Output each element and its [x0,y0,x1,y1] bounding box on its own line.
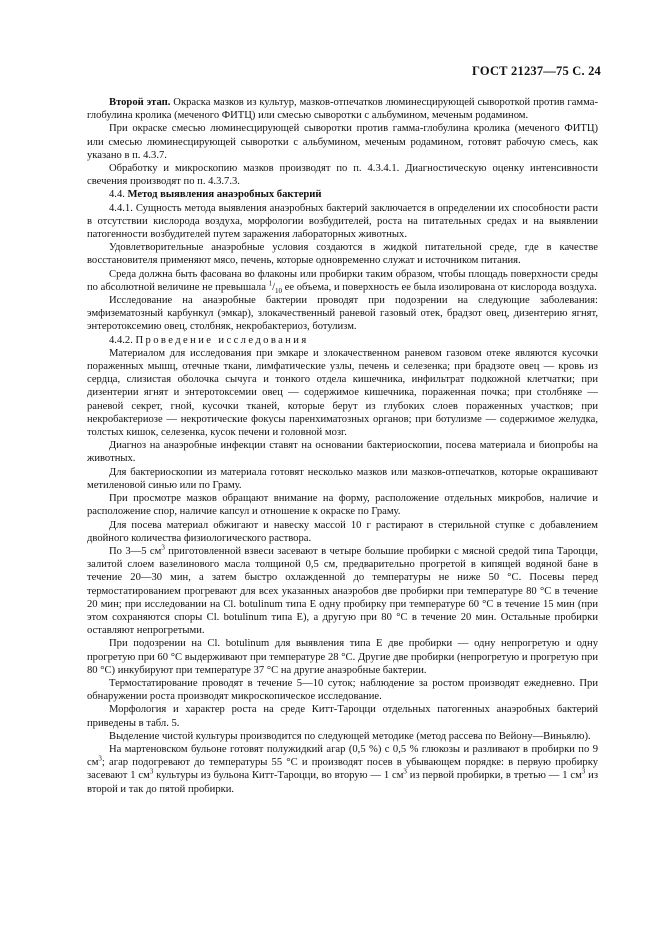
fraction-denominator: 10 [275,286,283,295]
agar-text-1: На мартеновском бульоне готовят полужидкий агар (0,5 %) с 0,5 % глюкозы и разливают в пробирки по 9 см [87,743,598,769]
paragraph-diagnosis: Диагноз на анаэробные инфекции ставят на основании бактериоскопии, посева материала и биопробы на животных. [87,440,598,465]
fraction-separator: / [272,281,276,293]
medium-text-after: ее объема, и поверхность ее была изолирована от кислорода воздуха. [282,281,597,293]
paragraph-diseases-list: Исследование на анаэробные бактерии проводят при подозрении на следующие заболевания: эмфизематозный карбункул (эмкар), злокачественный раневой газовый отек, брадзот овец, дизентерию ягнят, энтеротоксемию овец, столбняк, некробактериоз, ботулизм. [87,295,598,333]
paragraph-staining-mix: При окраске смесью люминесцирующей сыворотки против гамма-глобулина кролика (меченого ФИТЦ) или смесью люминесцирующей сыворотки с альбумином, меченым родамином, готовят рабочую смесь, как указано в п. 4.3.7. [87,123,598,161]
paragraph-4-4-1: 4.4.1. Сущность метода выявления анаэробных бактерий заключается в определении их способности расти в отсутствии кислорода воздуха, морфологии возбудителей, роста на питательных средах и на выявлении патогенности возбудителей путем заражения лабораторных животных. [87,202,598,241]
cubic-sup: 3 [161,543,165,552]
second-stage-lead: Второй этап. [109,97,171,108]
agar-text-5: из второй и так до пятой пробирки. [87,770,599,795]
section-4-4-2-heading [87,334,598,347]
paragraph-medium-packaging [87,268,598,294]
agar-text-2: ; агар подогревают до температуры 55 °С и производят посев в убывающем порядке: в первую пробирку засевают 1 см [87,757,598,782]
section-4-4-2-number: 4.4.2. [109,334,136,346]
agar-sup-2: 3 [149,767,154,776]
agar-sup-3: 3 [403,767,407,776]
paragraph-agar-dilution [87,743,598,796]
agar-text-4: из первой пробирки, в третью — 1 см [406,770,582,782]
paragraph-microscopy: Обработку и микроскопию мазков производят по п. 4.3.4.1. Диагностическую оценку интенсивности свечения производят по п. 4.3.7.3. [87,163,598,188]
paragraph-bacterioscopy: Для бактериоскопии из материала готовят несколько мазков или мазков-отпечатков, которые окрашивают метиленовой синью или по Граму. [87,466,598,491]
tarozzi-text-after: приготовленной взвеси засевают в четыре большие пробирки с мясной средой типа Тароцци, залитой слоем вазелинового масла толщиной 0,5 см, предварительно прогретой в кипящей водяной бане в течение 20—30 мин, а затем быстро охлажденной до температуры не ниже 50 °С. Посевы перед термостатированием прогревают для всех указанных анаэробов две пробирки при температуре 80 °С в течение 20 мин; при исследовании на Cl. botulinum типа Е одну пробирку при температуре 60 °С в течение 15 мин (при этом сохраняются споры Cl. botulinum типа Е), а другую при 80 °С в течение 20 мин. Остальные пробирки оставляют непрогретыми. [87,545,598,637]
agar-sup-4: 3 [581,767,586,776]
section-4-4-heading [87,188,598,201]
agar-sup-1: 3 [98,754,102,763]
page-body [87,96,598,796]
paragraph-smear-review: При просмотре мазков обращают внимание на форму, расположение отдельных микробов, наличие и расположение спор, наличие капсул и отношение к окраске по Граму. [87,493,598,518]
paragraph-botulinum-e: При подозрении на Cl. botulinum для выявления типа Е две пробирки — одну непрогретую и одну прогретую при 60 °С выдерживают при температуре 28 °С. Другие две пробирки (непрогретую и прогретую при 80 °С) инкубируют при температуре 37 °С на другие анаэробные бактерии. [87,638,598,676]
tarozzi-text-before: По 3—5 см [109,545,162,557]
paragraph-thermostat: Термостатирование проводят в течение 5—10 суток; наблюдение за ростом производят ежедневно. При обнаружении роста производят микроскопическое исследование. [87,677,598,703]
paragraph-second-stage [87,96,598,122]
section-4-4-number: 4.4. [109,189,128,201]
paragraph-seeding-prep: Для посева материал обжигают и навеску массой 10 г растирают в стерильной ступке с добавлением двойного количества физиологического раствора. [87,519,598,544]
paragraph-pure-culture: Выделение чистой культуры производится по следующей методике (метод рассева по Вейону—Виньялю). [109,730,591,742]
paragraph-morphology: Морфология и характер роста на среде Китт-Тароцци отдельных патогенных анаэробных бактерий приведены в табл. 5. [87,704,598,729]
agar-text-3: культуры из бульона Китт-Тароцци, во вторую — 1 см [153,770,404,782]
fraction-numerator: 1 [268,279,273,288]
second-stage-text: Окраска мазков из культур, мазков-отпечатков люминесцирующей сывороткой против гамма-глобулина кролика (меченого ФИТЦ) или смесью сыворотки с альбумином, меченым родамином. [87,97,598,122]
section-4-4-2-title: Проведение исследования [135,334,309,346]
fraction-one-tenth [268,279,283,295]
page-header: ГОСТ 21237—75 С. 24 [472,64,601,78]
paragraph-material: Материалом для исследования при эмкаре и злокачественном раневом газовом отеке являются кусочки пораженных мышц, отечные ткани, лимфатические узлы, печень и селезенка; при брадзоте овец — кровь из сердца, слизистая оболочка сычуга и тонкого отдела кишечника, инфильтрат подкожной клетчатки; при дизентерии ягнят и энтеротоксемии овец — содержимое кишечника, пораженная почка; при столбняке — раневой секрет, гной, кусочки тканей, которые берут из глубоких слоев пораженных участков; при некробактериозе — некротические фокусы паренхиматозных органов; при ботулизме — содержимое желудка, толстых кишок, селезенка, кусок печени и головной мозг. [87,347,598,439]
section-4-4-title: Метод выявления анаэробных бактерий [127,189,322,201]
paragraph-tarozzi-seeding [87,545,598,637]
paragraph-anaerobic-conditions: Удовлетворительные анаэробные условия создаются в жидкой питательной среде, где в качестве восстановителя применяют мясо, печень, которые одновременно служат и источником питания. [87,242,598,267]
medium-text-before: Среда должна быть фасована во флаконы или пробирки таким образом, чтобы площадь поверхности среды по абсолютной величине не превышала [87,268,598,293]
